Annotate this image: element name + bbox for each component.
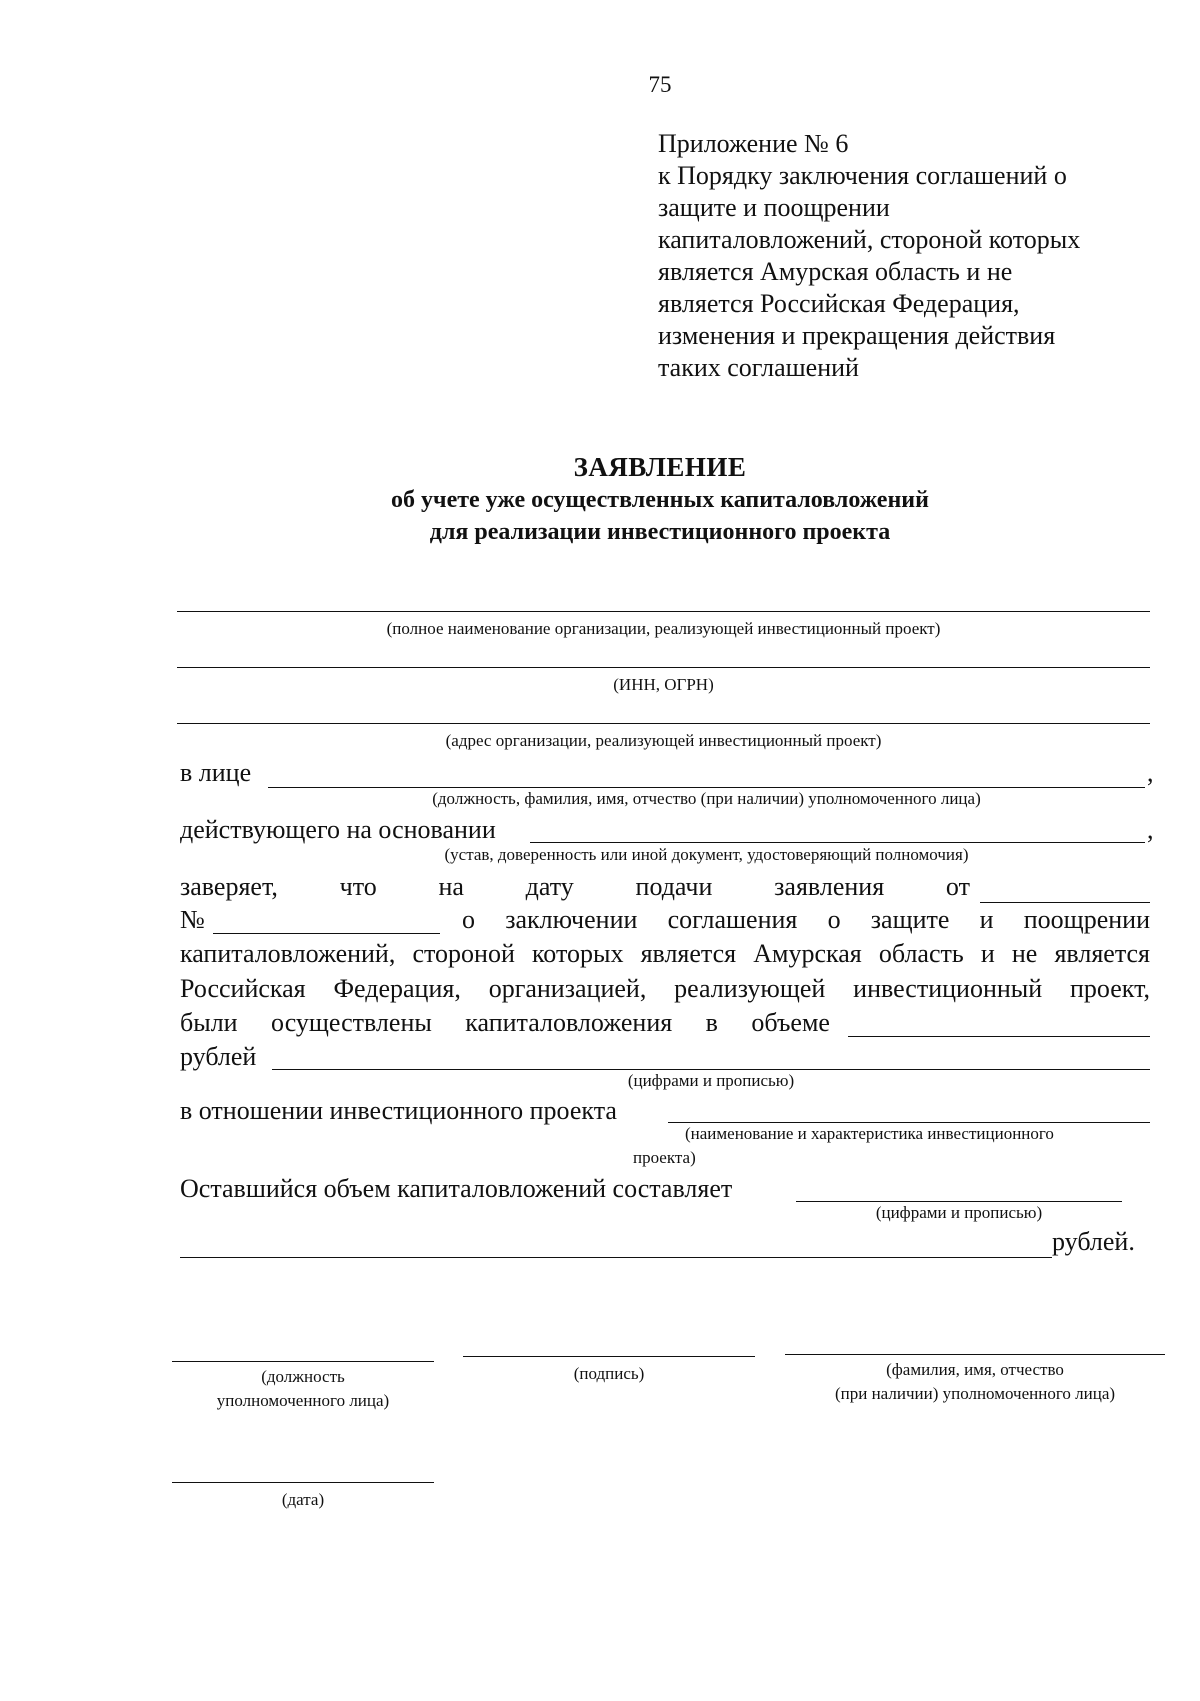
- word: поощрении: [1023, 905, 1150, 934]
- appendix-block: [658, 128, 1158, 384]
- org-address-field[interactable]: [177, 723, 1150, 724]
- body-line: капиталовложений, стороной которых является Амурская область и не является: [180, 939, 1150, 968]
- remaining-words-field[interactable]: [180, 1257, 1052, 1258]
- word: дату: [525, 872, 574, 901]
- word: о: [827, 905, 841, 934]
- document-title: ЗАЯВЛЕНИЕ: [573, 452, 747, 482]
- signature-field[interactable]: [463, 1356, 755, 1357]
- inn-ogrn-caption: (ИНН, ОГРН): [613, 675, 714, 694]
- project-caption: (наименование и характеристика инвестиционного: [685, 1124, 1054, 1143]
- full-name-field[interactable]: [785, 1354, 1165, 1355]
- volume-line: [180, 1008, 830, 1038]
- word: и: [979, 905, 994, 934]
- project-field[interactable]: [668, 1122, 1150, 1123]
- word: заявления: [774, 872, 885, 901]
- comma: ,: [1147, 758, 1154, 787]
- project-caption: проекта): [633, 1148, 696, 1167]
- word: заверяет,: [180, 872, 278, 901]
- body-line: Российская Федерация, организацией, реализующей инвестиционный проект,: [180, 974, 1150, 1003]
- signature-caption: (подпись): [573, 1364, 645, 1383]
- person-field[interactable]: [268, 787, 1145, 788]
- project-label: в отношении инвестиционного проекта: [180, 1096, 617, 1125]
- appendix-line: защите и поощрении: [658, 193, 890, 222]
- amount-caption: (цифрами и прописью): [627, 1071, 795, 1090]
- appendix-line: изменения и прекращения действия: [658, 321, 1056, 350]
- position-signature-field[interactable]: [172, 1361, 434, 1362]
- remaining-label: Оставшийся объем капиталовложений составляет: [180, 1174, 733, 1203]
- number-sign: №: [180, 905, 205, 934]
- document-subtitle: для реализации инвестиционного проекта: [429, 519, 891, 545]
- word: в: [705, 1008, 718, 1037]
- appendix-line: к Порядку заключения соглашений о: [658, 161, 1067, 190]
- in-person-label: в лице: [180, 758, 252, 787]
- caption-line: (при наличии) уполномоченного лица): [834, 1384, 1116, 1403]
- page-number: 75: [648, 72, 672, 97]
- date-caption: (дата): [281, 1490, 325, 1509]
- word: осуществлены: [271, 1008, 432, 1037]
- volume-field[interactable]: [848, 1036, 1150, 1037]
- appendix-line: Приложение № 6: [658, 129, 849, 158]
- application-number-field[interactable]: [213, 933, 440, 934]
- rubles-label: рублей: [180, 1042, 257, 1071]
- appendix-line: капиталовложений, стороной которых: [658, 225, 1081, 254]
- document-subtitle: об учете уже осуществленных капиталовложений: [391, 487, 929, 513]
- basis-field[interactable]: [530, 842, 1145, 843]
- word: подачи: [635, 872, 713, 901]
- application-date-field[interactable]: [980, 902, 1150, 903]
- caption-line: (должность: [261, 1367, 345, 1386]
- org-name-field[interactable]: [177, 611, 1150, 612]
- org-name-caption: (полное наименование организации, реализующей инвестиционный проект): [386, 619, 941, 638]
- full-name-caption: [785, 1358, 1165, 1406]
- amount-field[interactable]: [272, 1069, 1150, 1070]
- caption-line: уполномоченного лица): [216, 1391, 390, 1410]
- word: защите: [870, 905, 950, 934]
- word: на: [438, 872, 464, 901]
- certifies-line: [180, 872, 970, 902]
- word: соглашения: [667, 905, 798, 934]
- acting-basis-label: действующего на основании: [180, 815, 496, 844]
- word: о: [462, 905, 475, 934]
- word: были: [180, 1008, 238, 1037]
- caption-line: (фамилия, имя, отчество: [886, 1360, 1064, 1379]
- appendix-line: таких соглашений: [658, 353, 859, 382]
- remaining-caption: (цифрами и прописью): [875, 1203, 1043, 1222]
- inn-ogrn-field[interactable]: [177, 667, 1150, 668]
- org-address-caption: (адрес организации, реализующей инвестиционный проект): [445, 731, 882, 750]
- word: от: [945, 872, 970, 901]
- rubles-end-label: рублей.: [1052, 1227, 1135, 1256]
- word: капиталовложения: [465, 1008, 673, 1037]
- remaining-field[interactable]: [796, 1201, 1122, 1202]
- comma: ,: [1147, 815, 1154, 844]
- agreement-line: [462, 905, 1150, 935]
- word: что: [339, 872, 377, 901]
- person-caption: (должность, фамилия, имя, отчество (при наличии) уполномоченного лица): [432, 789, 981, 808]
- appendix-line: является Российская Федерация,: [658, 289, 1020, 318]
- basis-caption: (устав, доверенность или иной документ, удостоверяющий полномочия): [444, 845, 969, 864]
- word: заключении: [505, 905, 638, 934]
- appendix-line: является Амурская область и не: [658, 257, 1013, 286]
- date-field[interactable]: [172, 1482, 434, 1483]
- word: объеме: [751, 1008, 830, 1037]
- position-caption: [172, 1365, 434, 1413]
